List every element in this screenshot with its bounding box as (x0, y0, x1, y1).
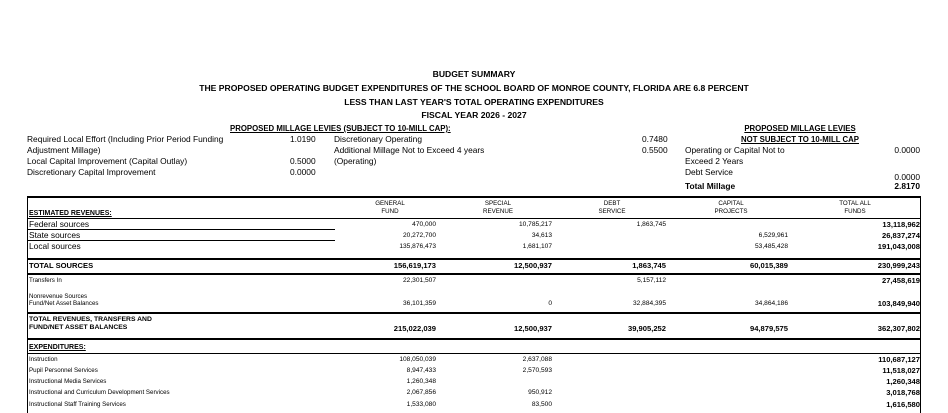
report-subtitle-line2: LESS THAN LAST YEAR'S TOTAL OPERATING EXPENDITURES (344, 97, 604, 107)
table-row (27, 388, 920, 398)
col-capital-projects-l2: PROJECTS (714, 208, 748, 215)
total-millage-label: Total Millage (685, 181, 736, 191)
estimated-revenues-heading: ESTIMATED REVENUES: (29, 210, 112, 217)
cell-total: 1,616,580 (886, 400, 920, 409)
cell-debt: 39,905,252 (627, 324, 666, 333)
cell-special: 34,613 (531, 232, 552, 239)
cell-total: 110,687,127 (878, 355, 920, 364)
col-general-fund-l1: GENERAL (375, 200, 405, 207)
millage-mid-label-2: (Operating) (334, 156, 377, 166)
cell-total: 3,018,768 (886, 388, 920, 397)
cell-special: 83,500 (531, 401, 552, 408)
expenditures-heading-rule (27, 353, 920, 354)
row-label: Instruction (29, 356, 58, 363)
col-debt-service-l2: SERVICE (598, 208, 626, 215)
fiscal-year: FISCAL YEAR 2026 - 2027 (421, 110, 527, 120)
report-title: BUDGET SUMMARY (432, 69, 516, 79)
cell-debt: 5,157,112 (637, 277, 666, 284)
row-label: Instructional Staff Training Services (29, 401, 126, 408)
table-row (27, 355, 920, 365)
col-capital-projects (672, 200, 790, 216)
millage-mid-value-1: 0.5500 (642, 145, 668, 155)
cell-total: 103,849,940 (877, 299, 920, 308)
millage-mid-label-0: Discretionary Operating (334, 134, 422, 144)
cell-special: 950,912 (528, 389, 552, 396)
cell-special: 2,637,088 (522, 356, 552, 363)
cell-special: 12,500,937 (513, 261, 552, 270)
row-label: Federal sources (29, 219, 90, 229)
millage-left-label-2: Local Capital Improvement (Capital Outlay) (27, 156, 188, 166)
table-row (27, 400, 920, 410)
grand-total-bottom-rule (27, 338, 920, 340)
cell-capital: 53,485,428 (754, 243, 788, 250)
col-special-revenue-l2: REVENUE (483, 208, 513, 215)
uncapped-millage-heading1: PROPOSED MILLAGE LEVIES (744, 124, 856, 133)
cell-general: 2,067,856 (406, 389, 436, 396)
col-special-revenue-l1: SPECIAL (484, 200, 512, 207)
col-general-fund (336, 200, 444, 216)
total-millage-value: 2.8170 (894, 181, 920, 191)
cell-total: 362,307,802 (877, 324, 920, 333)
grand-total-top-rule (27, 312, 920, 314)
row-label: Instructional Media Services (29, 378, 107, 385)
grand-total-label-1: TOTAL REVENUES, TRANSFERS AND (29, 316, 152, 323)
row-label: TOTAL SOURCES (29, 261, 94, 270)
cell-debt: 32,884,395 (632, 300, 666, 307)
expenditures-heading: EXPENDITURES: (29, 344, 86, 351)
col-total-all-funds-l1: TOTAL ALL (839, 200, 871, 207)
millage-mid-value-0: 0.7480 (642, 134, 668, 144)
cell-capital: 60,015,389 (749, 261, 788, 270)
cell-total: 13,118,962 (882, 220, 920, 229)
table-row (27, 377, 920, 387)
row-label: Local sources (29, 241, 81, 251)
col-total-all-funds-l2: FUNDS (844, 208, 866, 215)
table-row-total-sources (27, 261, 920, 272)
cell-special: 1,681,107 (522, 243, 552, 250)
row-label: FUND/NET ASSET BALANCES (29, 324, 128, 331)
report-subtitle-line1: THE PROPOSED OPERATING BUDGET EXPENDITURES OF THE SCHOOL BOARD OF MONROE COUNTY, FLORIDA ARE 6.8 PERCENT (199, 83, 749, 93)
millage-left-value-0: 1.0190 (290, 134, 316, 144)
col-debt-service (552, 200, 672, 216)
millage-right-value-2: 0.0000 (894, 172, 920, 182)
cell-total: 1,260,348 (886, 377, 920, 386)
cell-total: 27,458,619 (881, 276, 920, 285)
cell-special: 0 (548, 300, 552, 307)
millage-right-label-1: Exceed 2 Years (685, 156, 744, 166)
table-row (27, 241, 920, 251)
cell-special: 12,500,937 (513, 324, 552, 333)
millage-mid-label-1: Additional Millage Not to Exceed 4 years (334, 145, 485, 155)
table-row-transfers (27, 276, 920, 286)
cell-general: 470,000 (412, 221, 436, 228)
cell-capital: 94,879,575 (749, 324, 788, 333)
millage-right-value-0: 0.0000 (894, 145, 920, 155)
cell-debt: 1,863,745 (632, 261, 666, 270)
millage-left-label-0: Required Local Effort (Including Prior Period Funding (27, 134, 224, 144)
millage-right-label-0: Operating or Capital Not to (685, 145, 785, 155)
table-left-border (27, 196, 28, 413)
millage-left-value-3: 0.0000 (290, 167, 316, 177)
cell-general: 8,947,433 (406, 367, 436, 374)
col-general-fund-l2: FUND (381, 208, 399, 215)
table-row-fund-balances (27, 299, 920, 309)
cell-capital: 34,864,186 (754, 300, 788, 307)
table-row-grand-total (27, 324, 920, 335)
cell-total: 11,518,027 (882, 366, 920, 375)
row-label: State sources (29, 230, 81, 240)
table-row (27, 366, 920, 376)
millage-left-label-3: Discretionary Capital Improvement (27, 167, 156, 177)
cell-special: 2,570,593 (522, 367, 552, 374)
row-label: Instructional and Curriculum Development Services (29, 389, 170, 396)
cell-general: 156,619,173 (393, 261, 436, 270)
cell-general: 1,533,080 (406, 401, 436, 408)
table-row (27, 219, 920, 229)
table-top-rule (27, 196, 920, 198)
cell-debt: 1,863,745 (636, 221, 666, 228)
cell-general: 108,050,039 (399, 356, 436, 363)
cell-general: 215,022,039 (393, 324, 436, 333)
total-sources-top-rule (27, 258, 920, 260)
col-debt-service-l1: DEBT (603, 200, 621, 207)
nonrevenue-sources-label: Nonrevenue Sources (29, 293, 88, 300)
col-special-revenue (444, 200, 552, 216)
total-sources-bottom-rule (27, 273, 920, 275)
cell-total: 191,043,008 (877, 242, 920, 251)
uncapped-millage-heading2: NOT SUBJECT TO 10-MILL CAP (741, 135, 859, 144)
col-total-all-funds (790, 200, 920, 216)
cell-special: 10,785,217 (518, 221, 552, 228)
millage-left-label-1: Adjustment Millage) (27, 145, 101, 155)
cell-general: 135,876,473 (399, 243, 436, 250)
cell-general: 1,260,348 (406, 378, 436, 385)
row-label: Fund/Net Asset Balances (29, 300, 99, 307)
col-capital-projects-l1: CAPITAL (718, 200, 744, 207)
cell-total: 230,999,243 (877, 261, 920, 270)
table-row (27, 230, 920, 240)
row-label: Transfers In (29, 277, 62, 284)
table-right-border (920, 196, 921, 413)
millage-left-value-2: 0.5000 (290, 156, 316, 166)
cell-general: 36,101,359 (402, 300, 436, 307)
cell-general: 20,272,700 (402, 232, 436, 239)
millage-right-label-2: Debt Service (685, 167, 733, 177)
cell-general: 22,301,507 (402, 277, 436, 284)
cell-capital: 6,529,961 (758, 232, 788, 239)
row-label: Pupil Personnel Services (29, 367, 98, 374)
cell-total: 26,837,274 (881, 231, 920, 240)
capped-millage-heading: PROPOSED MILLAGE LEVIES (SUBJECT TO 10-MILL CAP): (230, 124, 451, 133)
